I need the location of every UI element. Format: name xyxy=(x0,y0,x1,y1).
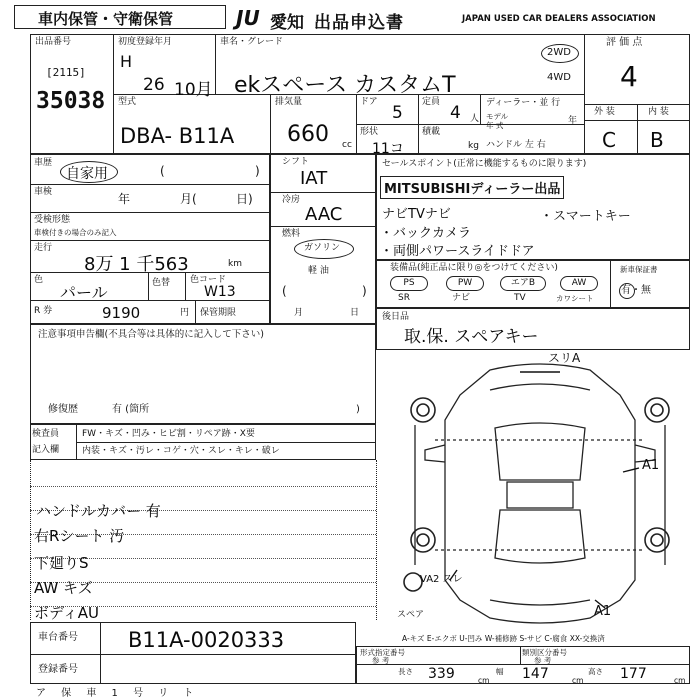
spare-label: スペア xyxy=(397,610,425,620)
model-label: 型式 xyxy=(118,97,137,107)
notes-title: 注意事項申告欄(不具合等は具体的に記入して下さい) xyxy=(38,329,264,340)
capacity-label: 定員 xyxy=(422,97,441,107)
recycle-value: 9190 xyxy=(102,304,141,322)
width-value: 147 xyxy=(522,666,549,682)
handle-label: ハンドル 左 右 xyxy=(486,140,546,150)
inspector-note-5: ボディAU xyxy=(34,604,100,622)
use-value: 自家用 xyxy=(66,166,108,182)
exterior-value: C xyxy=(602,128,616,152)
inspection-month: 月( xyxy=(180,192,197,206)
selling-points-title: セールスポイント(正常に機能するものに限ります) xyxy=(382,159,587,169)
sp-item3: ・バックカメラ xyxy=(380,226,472,241)
reg-label: 登録番号 xyxy=(38,664,78,675)
inspector-label2: 記入欄 xyxy=(32,445,60,455)
first-reg-label: 初度登録年月 xyxy=(118,37,173,47)
inspector-note-1: ハンドルカバー 有 xyxy=(36,502,161,520)
diagram-mark-right: A1 xyxy=(642,458,660,473)
diagram-mark-bottom-right: A1 xyxy=(594,604,612,619)
dealer-label: ディーラー・並 行 xyxy=(486,98,561,108)
equipment-sub-seat: カワシート xyxy=(556,294,594,303)
reg-year: 26 xyxy=(143,75,165,95)
era: H xyxy=(120,52,133,71)
back-items-value: 取.保. スペアキー xyxy=(404,327,539,347)
color-label: 色 xyxy=(34,275,44,285)
fuel-diesel: 軽 油 xyxy=(308,266,329,276)
lot-number: 35038 xyxy=(36,88,106,114)
form-title: 出品申込書 xyxy=(314,13,404,33)
inspection-label: 車検 xyxy=(34,187,53,197)
form-ref: 参 考 xyxy=(372,656,390,665)
grade-value: 4 xyxy=(620,60,638,93)
shift-value: IAT xyxy=(300,168,328,189)
inspection-year: 年 xyxy=(118,192,131,206)
diagram-mark-bottom-left: VA2 スレ xyxy=(420,574,463,585)
drive-2wd: 2WD xyxy=(547,47,571,58)
shape-value: 11コ xyxy=(372,141,404,157)
model-year-label: モデル xyxy=(486,112,509,121)
chassis-value: B11A-0020333 xyxy=(128,628,285,652)
inspector-note-4: AW キズ xyxy=(34,579,93,597)
model-code: DBA- B11A xyxy=(120,124,235,148)
reg-month: 10月 xyxy=(174,80,213,100)
capacity-unit: 人 xyxy=(470,114,480,124)
length-label: 長さ xyxy=(398,667,413,676)
use-paren: ( xyxy=(160,164,165,178)
use-paren-close: ) xyxy=(255,164,260,178)
warranty-value: 有・無 xyxy=(621,285,651,296)
back-items-label: 後日品 xyxy=(382,312,410,322)
load-label: 積載 xyxy=(422,127,441,137)
equipment-item-pw: PW xyxy=(446,276,484,291)
sp-item4: ・両側パワースライドドア xyxy=(380,244,535,259)
org-english: JAPAN USED CAR DEALERS ASSOCIATION xyxy=(462,14,656,24)
length-value: 339 xyxy=(428,666,455,682)
load-unit: kg xyxy=(468,141,479,151)
repair-paren-close: ) xyxy=(356,404,360,415)
expiry-day: 日 xyxy=(350,308,360,318)
height-label: 高さ xyxy=(588,667,603,676)
width-unit: cm xyxy=(572,676,584,685)
diagram-mark-top: スリA xyxy=(548,351,581,365)
use-label: 車歴 xyxy=(34,158,53,168)
wheel-icons xyxy=(404,398,669,591)
color-change-label: 色替 xyxy=(152,278,171,288)
lot-sub: [2115] xyxy=(46,66,86,79)
displacement-unit: cc xyxy=(342,140,352,150)
warranty-label: 新車保証書 xyxy=(620,265,658,274)
form-label: 形式指定番号 xyxy=(360,648,405,657)
category-label: 類別区分番号 xyxy=(522,648,567,657)
dealer-line: MITSUBISHIディーラー出品 xyxy=(380,176,564,199)
sp-item2: ・スマートキー xyxy=(540,209,631,224)
car-name: ekスペース カスタムT xyxy=(234,73,456,98)
equipment-item-ps: PS xyxy=(390,276,428,291)
car-diagram xyxy=(395,350,685,640)
equipment-sub-navi: ナビ xyxy=(452,293,471,303)
chassis-label: 車台番号 xyxy=(38,632,78,643)
mileage-value: 8万 1 千563 xyxy=(84,254,189,275)
org-name: 愛知 xyxy=(270,13,304,33)
equipment-item-airbag: エアB xyxy=(500,276,546,291)
fuel-gasoline: ガソリン xyxy=(304,243,341,253)
interior-value: B xyxy=(650,128,664,152)
equipment-sub-tv: TV xyxy=(514,293,526,303)
grade-label: 評 価 点 xyxy=(606,37,643,48)
storage-notice: 車内保管・守衛保管 xyxy=(38,10,174,28)
inspector-note-2: 右Rシート 汚 xyxy=(34,527,125,545)
sp-item1: ナビTVナビ xyxy=(382,207,451,222)
inspector-exterior-row: FW・キズ・凹み・ヒビ割・リペア跡・X要 xyxy=(82,429,255,439)
ju-logo: JU xyxy=(236,6,260,30)
width-label: 幅 xyxy=(496,667,504,676)
recycle-label: R 券 xyxy=(34,306,53,316)
car-name-label: 車名・グレード xyxy=(220,37,284,47)
mileage-label: 走行 xyxy=(34,243,53,253)
receipt-label: 受検形態 xyxy=(34,215,71,225)
height-unit: cm xyxy=(674,676,686,685)
inspector-interior-row: 内装・キズ・汚レ・コゲ・穴・スレ・キレ・破レ xyxy=(82,446,280,456)
color-code-value: W13 xyxy=(204,284,236,300)
drive-4wd: 4WD xyxy=(547,72,571,83)
equipment-sub-sr: SR xyxy=(398,293,410,303)
bottom-strip: ア 保 車 1 号 リ ト xyxy=(36,688,200,699)
displacement-value: 660 xyxy=(287,122,329,147)
model-year-unit: 年 xyxy=(568,116,578,126)
receipt-sub: 車検付きの場合のみ記入 xyxy=(34,228,117,237)
recycle-unit: 円 xyxy=(180,308,190,318)
inspector-label1: 検査員 xyxy=(32,429,60,439)
equipment-item-aw: AW xyxy=(560,276,598,291)
fuel-paren: ( xyxy=(282,284,287,298)
door-label: ドア xyxy=(360,97,378,107)
color-value: パール xyxy=(60,283,108,302)
expiry-label: 保管期限 xyxy=(200,308,237,318)
mileage-unit: km xyxy=(228,259,242,269)
diagram-legend: A-キズ E-エクボ U-凹み W-補修跡 S-サビ C-腐食 XX-交換済 xyxy=(402,634,605,643)
exterior-label: 外 装 xyxy=(594,107,615,117)
door-value: 5 xyxy=(392,103,403,123)
capacity-value: 4 xyxy=(450,103,461,123)
length-unit: cm xyxy=(478,676,490,685)
fuel-paren-close: ) xyxy=(362,284,367,298)
shift-label: シフト xyxy=(282,157,310,167)
repair-label: 修復歴 xyxy=(48,404,78,415)
expiry-month: 月 xyxy=(294,308,304,318)
repair-value: 有 (箇所 xyxy=(112,404,150,415)
inspection-day: 日) xyxy=(236,192,253,206)
category-ref: 参 考 xyxy=(534,656,552,665)
inspector-note-3: 下廻りS xyxy=(34,554,89,572)
equipment-title: 装備品(純正品に限り◎をつけてください) xyxy=(390,263,558,273)
height-value: 177 xyxy=(620,666,647,682)
model-year-sub: 年 式 xyxy=(486,121,504,130)
fuel-label: 燃料 xyxy=(282,229,301,239)
aircon-label: 冷房 xyxy=(282,195,301,205)
aircon-value: AAC xyxy=(305,204,343,225)
interior-label: 内 装 xyxy=(648,107,669,117)
color-code-label: 色コード xyxy=(190,275,227,285)
displacement-label: 排気量 xyxy=(275,97,303,107)
lot-label: 出品番号 xyxy=(35,37,72,47)
shape-label: 形状 xyxy=(360,127,379,137)
